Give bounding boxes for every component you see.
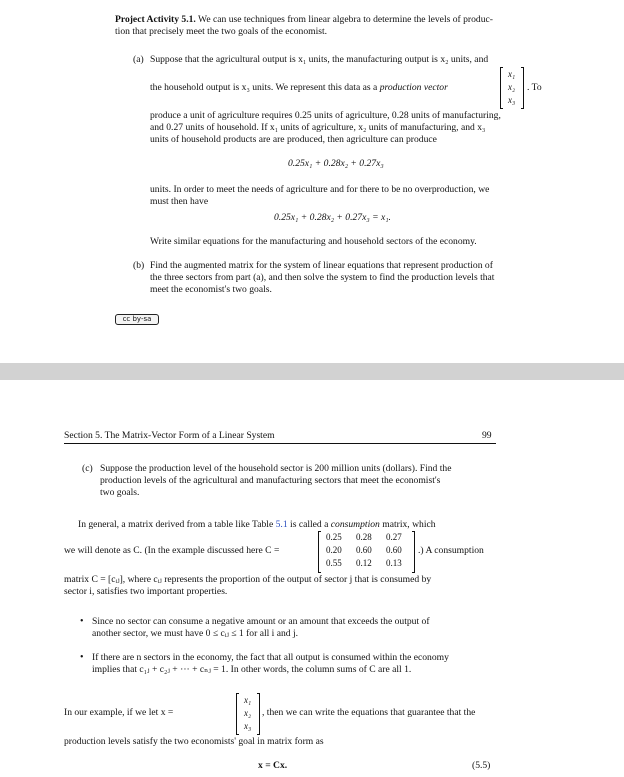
x-vector-x3: x₃ xyxy=(244,721,252,731)
vector-x2: x₂ xyxy=(508,82,516,92)
page-gap xyxy=(0,363,624,380)
matrix-cell: 0.60 xyxy=(356,545,372,555)
matrix-cell: 0.28 xyxy=(356,532,372,542)
matrix-bracket-right xyxy=(412,531,415,573)
paragraph1-line1 xyxy=(78,519,436,531)
consumption-term: consumption xyxy=(330,519,380,530)
equation-agriculture-balance: 0.25x₁ + 0.28x₂ + 0.27x₃ = x₁. xyxy=(274,212,391,223)
vector-x3: x₃ xyxy=(508,95,516,105)
paragraph2-line1: In our example, if we let x = xyxy=(64,707,174,718)
matrix-bracket-left xyxy=(318,531,321,573)
part-a-line5: units of household products are are produced, then agriculture can produce xyxy=(150,134,437,145)
equation-x-equals-cx: x = Cx. xyxy=(258,760,288,771)
part-a-line2 xyxy=(150,82,448,94)
production-vector-term: production vector xyxy=(379,82,448,93)
part-a-label: (a) xyxy=(133,54,144,65)
activity-intro-line1 xyxy=(115,14,493,26)
part-a-line2-end: . To xyxy=(527,82,542,93)
part-b-label: (b) xyxy=(133,260,145,271)
matrix-cell: 0.13 xyxy=(386,558,402,568)
p1-text-a: In general, a matrix derived from a table like Table xyxy=(78,519,274,530)
part-b-line1: Find the augmented matrix for the system of linear equations that represent production of xyxy=(150,260,493,271)
bullet2-line1: If there are n sectors in the economy, the fact that all output is consumed within the economy xyxy=(92,652,449,663)
bullet-dot-2: • xyxy=(80,652,84,663)
matrix-cell: 0.25 xyxy=(326,532,342,542)
bullet-dot-1: • xyxy=(80,616,84,627)
part-a-line3: produce a unit of agriculture requires 0.25 units of agriculture, 0.28 units of manufacturing, xyxy=(150,110,501,121)
part-c-line1: Suppose the production level of the household sector is 200 million units (dollars). Find the xyxy=(100,463,452,474)
part-b-line3: meet the economist's two goals. xyxy=(150,284,272,295)
activity-title: Project Activity 5.1. xyxy=(115,14,196,25)
bullet2-line2: implies that c₁ⱼ + c₂ⱼ + ··· + cₙⱼ = 1. In other words, the column sums of C are all 1. xyxy=(92,664,412,675)
part-c-label: (c) xyxy=(82,463,93,474)
vector-bracket-left xyxy=(500,67,503,109)
page-top xyxy=(0,0,624,363)
x-vector-bracket-left xyxy=(236,693,239,735)
part-a-line8: Write similar equations for the manufacturing and household sectors of the economy. xyxy=(150,236,477,247)
table-reference-link[interactable]: 5.1 xyxy=(275,519,288,530)
paragraph1-line2: we will denote as C. (In the example discussed here C = xyxy=(64,545,280,556)
license-badge[interactable] xyxy=(115,308,159,326)
equation-number: (5.5) xyxy=(472,760,491,771)
creative-commons-icon: cc by-sa xyxy=(115,314,159,325)
part-a-line1: Suppose that the agricultural output is x₁ units, the manufacturing output is x₂ units, and xyxy=(150,54,489,65)
matrix-cell: 0.27 xyxy=(386,532,402,542)
vector-bracket-right xyxy=(521,67,524,109)
header-rule xyxy=(64,443,496,444)
paragraph1-line4: sector i, satisfies two important properties. xyxy=(64,586,228,597)
matrix-cell: 0.60 xyxy=(386,545,402,555)
bullet1-line1: Since no sector can consume a negative amount or an amount that exceeds the output of xyxy=(92,616,430,627)
activity-intro-line2: tion that precisely meet the two goals of the economist. xyxy=(115,26,328,37)
matrix-cell: 0.12 xyxy=(356,558,372,568)
part-a-line4: and 0.27 units of household. If x₁ units of agriculture, x₂ units of manufacturing, and x₃ xyxy=(150,122,486,133)
page-bottom xyxy=(0,380,624,777)
p1-text-b: is called a xyxy=(290,519,329,530)
part-a-line2-text: the household output is x₃ units. We represent this data as a xyxy=(150,82,378,93)
part-a-line6: units. In order to meet the needs of agriculture and for there to be no overproduction, we xyxy=(150,184,490,195)
x-vector-x2: x₂ xyxy=(244,708,252,718)
part-a-line7: must then have xyxy=(150,196,209,207)
vector-x1: x₁ xyxy=(508,69,516,79)
equation-agriculture-output: 0.25x₁ + 0.28x₂ + 0.27x₃ xyxy=(288,158,384,169)
paragraph1-line2-end: .) A consumption xyxy=(418,545,484,556)
matrix-cell: 0.20 xyxy=(326,545,342,555)
part-c-line2: production levels of the agricultural and manufacturing sectors that meet the economist's xyxy=(100,475,441,486)
paragraph2-line2: production levels satisfy the two economists' goal in matrix form as xyxy=(64,736,324,747)
intro-text-1: We can use techniques from linear algebra to determine the levels of produc- xyxy=(198,14,493,25)
matrix-cell: 0.55 xyxy=(326,558,342,568)
paragraph2-line1-end: , then we can write the equations that guarantee that the xyxy=(262,707,476,718)
running-header-title: Section 5. The Matrix-Vector Form of a Linear System xyxy=(64,430,275,441)
x-vector-x1: x₁ xyxy=(244,695,252,705)
x-vector-bracket-right xyxy=(257,693,260,735)
page-number: 99 xyxy=(482,430,492,441)
paragraph1-line3: matrix C = [cᵢⱼ], where cᵢⱼ represents the proportion of the output of sector j that is consumed by xyxy=(64,574,432,585)
p1-text-c: matrix, which xyxy=(382,519,436,530)
part-b-line2: the three sectors from part (a), and then solve the system to find the production levels that xyxy=(150,272,495,283)
bullet1-line2: another sector, we must have 0 ≤ cᵢⱼ ≤ 1 for all i and j. xyxy=(92,628,299,639)
part-c-line3: two goals. xyxy=(100,487,140,498)
matrix-equation xyxy=(258,760,287,772)
